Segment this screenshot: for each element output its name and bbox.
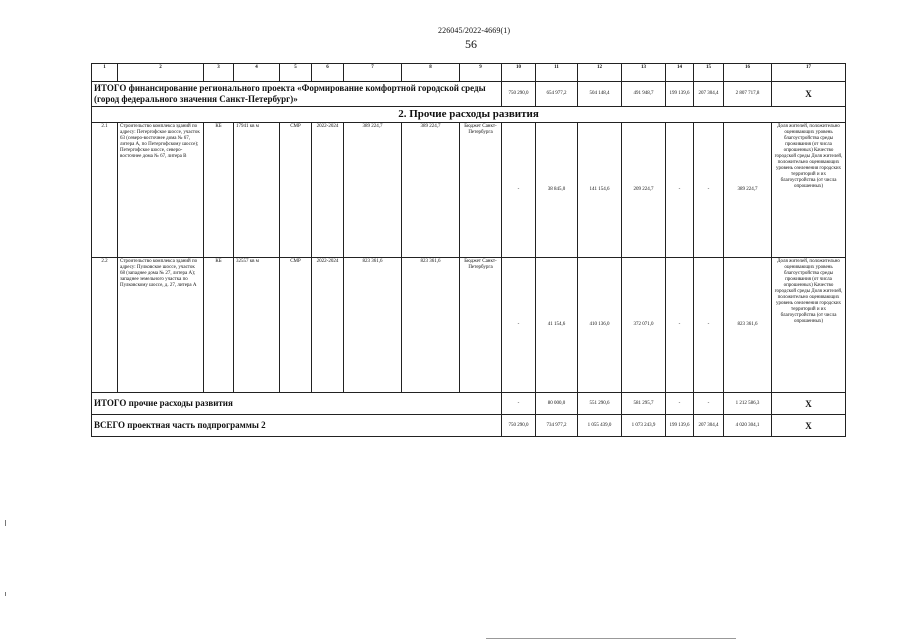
object-name: Строительство комплекса зданий по адресу: Петергофское шоссе, участок 63 (северо-восточнее дома № 67, литера А, по Петергофскому шоссе); Петергофское шоссе, северо-восточнее дома № 67, литера В [118,123,204,258]
header-cell: 10 [502,64,536,82]
row-number: 2.2 [92,258,118,393]
header-cell: 16 [724,64,772,82]
period: 2022-2024 [312,123,344,258]
page-number: 56 [465,37,477,51]
header-cell: 8 [402,64,460,82]
funding-source: Бюджет Санкт-Петербурга [460,258,502,393]
value-cell: - [666,258,694,393]
period: 2022-2024 [312,258,344,393]
header-cell: 2 [118,64,204,82]
value-cell: 199 139,6 [666,82,694,107]
x-mark: X [772,82,846,107]
other-total-row [92,393,846,415]
value-cell: - [666,123,694,258]
header-row [92,64,846,82]
regional-total-label: ИТОГО финансирование регионального проекта «Формирование комфортной городской среды (город федерального значения Санкт-Петербург)» [92,82,502,107]
value-cell: 504 148,4 [578,82,622,107]
value-cell: 1 212 586,3 [724,393,772,415]
value-cell: 41 154,6 [536,258,578,393]
financing-table [91,63,846,437]
header-cell: 3 [204,64,234,82]
funding-source: Бюджет Санкт-Петербурга [460,123,502,258]
header-cell: 17 [772,64,846,82]
scan-edge-line [486,638,736,639]
object-type: КБ [204,123,234,258]
value-cell: - [502,258,536,393]
value-cell: 4 020 304,1 [724,415,772,437]
other-total-label: ИТОГО прочие расходы развития [92,393,502,415]
header-cell: 15 [694,64,724,82]
header-cell: 14 [666,64,694,82]
value-cell: 1 055 439,0 [578,415,622,437]
header-cell: 12 [578,64,622,82]
grand-total-label: ВСЕГО проектная часть подпрограммы 2 [92,415,502,437]
header-cell: 9 [460,64,502,82]
value-cell: 734 977,2 [536,415,578,437]
value-cell: 389 224,7 [724,123,772,258]
value-cell: 38 845,0 [536,123,578,258]
value-cell: 209 224,7 [622,123,666,258]
regional-total-row [92,82,846,107]
estimated-cost-2: 823 361,6 [402,258,460,393]
header-cell: 7 [344,64,402,82]
value-cell: 551 290,6 [578,393,622,415]
object-name: Строительство комплекса зданий по адресу: Пулковское шоссе, участок 68 (западнее дома № 27, литера А); западнее земельного участка по Пулковскому шоссе, д. 27, литера А [118,258,204,393]
capacity: 32557 кв м [234,258,280,393]
header-cell: 5 [280,64,312,82]
section-title: 2. Прочие расходы развития [92,107,846,123]
scan-margin-mark [5,520,6,526]
value-cell: 581 295,7 [622,393,666,415]
header-cell: 6 [312,64,344,82]
work-type: СМР [280,258,312,393]
value-cell: 80 000,0 [536,393,578,415]
value-cell: - [502,123,536,258]
section-row [92,107,846,123]
value-cell: 410 136,0 [578,258,622,393]
row-number: 2.1 [92,123,118,258]
value-cell: 207 304,4 [694,82,724,107]
work-type: СМР [280,123,312,258]
header-cell: 13 [622,64,666,82]
capacity: 17941 кв м [234,123,280,258]
value-cell: - [694,393,724,415]
document-id: 226045/2022-4669(1) [438,26,511,35]
header-cell: 11 [536,64,578,82]
estimated-cost: 823 361,6 [344,258,402,393]
estimated-cost: 389 224,7 [344,123,402,258]
table-row [92,123,846,258]
value-cell: - [694,123,724,258]
value-cell: 823 361,6 [724,258,772,393]
value-cell: 199 139,6 [666,415,694,437]
value-cell: - [694,258,724,393]
table-row [92,258,846,393]
value-cell: 2 807 717,8 [724,82,772,107]
header-cell: 1 [92,64,118,82]
result-indicators: Доля жителей, положительно оценивающих уровень благоустройства среды проживания (от числа опрошенных) Качество городской среды Доля жителей, положительно оценивающих уровень озеленения городских территорий и их благоустройства (от числа опрошенных) [772,258,846,393]
header-cell: 4 [234,64,280,82]
grand-total-row [92,415,846,437]
value-cell: 750 290,0 [502,415,536,437]
object-type: КБ [204,258,234,393]
value-cell: 141 154,6 [578,123,622,258]
value-cell: 654 977,2 [536,82,578,107]
scan-margin-mark [5,592,6,596]
value-cell: 1 073 243,9 [622,415,666,437]
result-indicators: Доля жителей, положительно оценивающих уровень благоустройства среды проживания (от числа опрошенных) Качество городской среды Доля жителей, положительно оценивающих уровень озеленения городских территорий и их благоустройства (от числа опрошенных) [772,123,846,258]
x-mark: X [772,393,846,415]
x-mark: X [772,415,846,437]
value-cell: - [502,393,536,415]
value-cell: 750 290,0 [502,82,536,107]
value-cell: 491 948,7 [622,82,666,107]
value-cell: - [666,393,694,415]
value-cell: 207 304,4 [694,415,724,437]
estimated-cost-2: 389 224,7 [402,123,460,258]
value-cell: 372 071,0 [622,258,666,393]
